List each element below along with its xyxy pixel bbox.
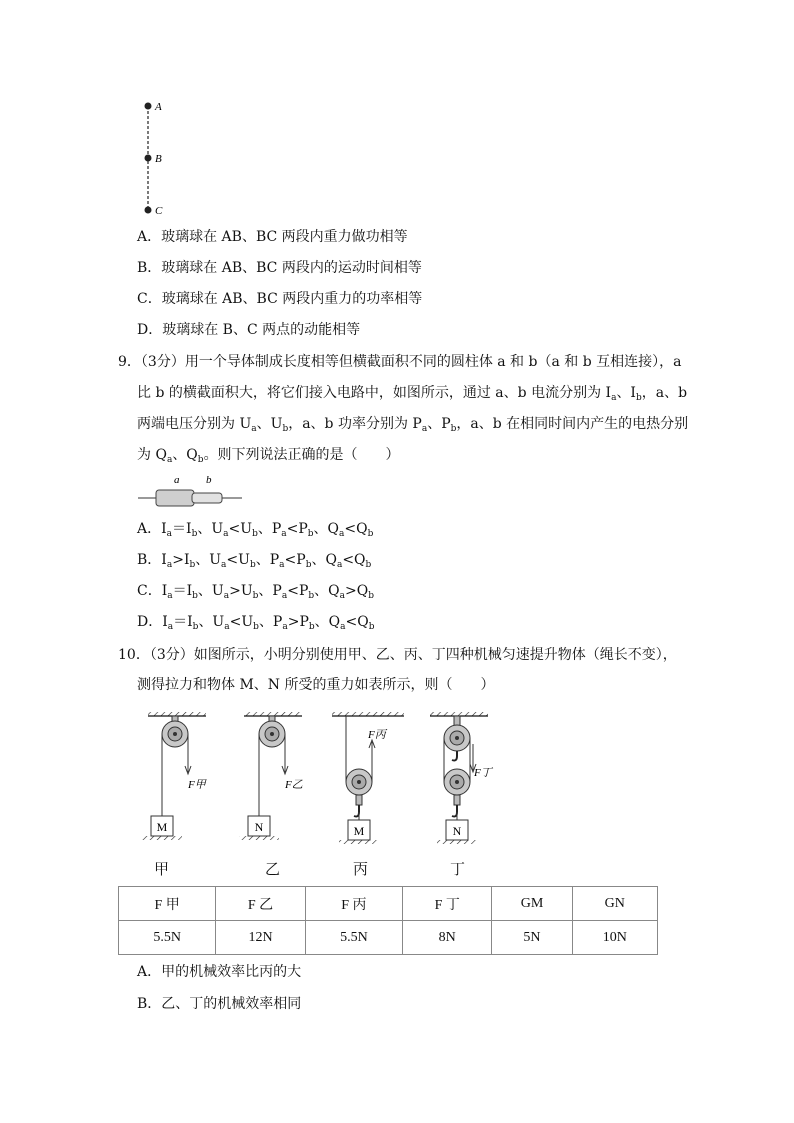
q10-stem-line-2: 测得拉力和物体 M、N 所受的重力如表所示，则（ ） <box>137 677 495 693</box>
pulley-ding <box>430 712 494 844</box>
pulley-bing <box>332 712 404 844</box>
force-bing-label: F丙 <box>368 729 386 741</box>
figure-name-ding: 丁 <box>450 860 466 878</box>
table-cell: 8N <box>403 921 492 955</box>
force-yi-label: F乙 <box>285 779 303 791</box>
q9-option-c: C．$I_a=I_b$、$U_a>U_b$、$P_a<P_b$、$Q_a>Q_b$ <box>137 583 374 601</box>
table-header-cell: F 丙 <box>305 887 402 921</box>
q9-stem-line-4: 为 $Q_a$、$Q_b$。则下列说法正确的是（ ） <box>137 447 400 465</box>
q9-option-a: A．$I_a=I_b$、$U_a<U_b$、$P_a<P_b$、$Q_a<Q_b$ <box>137 521 374 539</box>
mass-m2-label: M <box>353 824 365 838</box>
mass-n2-label: N <box>452 824 462 838</box>
table-cell: 5.5N <box>305 921 402 955</box>
figure-name-bing: 丙 <box>353 860 369 878</box>
q8-option-b: B．玻璃球在 AB、BC 两段内的运动时间相等 <box>137 260 422 276</box>
mass-n-label: N <box>254 820 264 834</box>
conductor-label-a: a <box>174 474 180 486</box>
table-cell: 12N <box>216 921 305 955</box>
force-jia-label: F甲 <box>188 779 206 791</box>
table-header-cell: F 甲 <box>119 887 216 921</box>
table-cell: 10N <box>572 921 657 955</box>
q8-option-c: C．玻璃球在 AB、BC 两段内重力的功率相等 <box>137 291 423 307</box>
table-header-cell: F 丁 <box>403 887 492 921</box>
ball-b-icon <box>145 155 152 162</box>
force-ding-label: F丁 <box>474 767 492 779</box>
table-row <box>119 921 658 955</box>
q9-stem-line-1: 9．（3分）用一个导体制成长度相等但横截面积不同的圆柱体 a 和 b（a 和 b 互相连接），a <box>118 354 682 370</box>
pulley-jia <box>142 712 208 840</box>
ball-a-icon <box>145 103 152 110</box>
figure-name-jia: 甲 <box>154 860 170 878</box>
table-header-cell: GM <box>492 887 572 921</box>
label-c: C <box>155 205 163 217</box>
conductor-figure <box>136 472 246 512</box>
mass-m-label: M <box>156 820 168 834</box>
conductor-label-b: b <box>206 474 212 486</box>
q9-option-d: D．$I_a=I_b$、$U_a<U_b$、$P_a>P_b$、$Q_a<Q_b$ <box>137 614 375 632</box>
pulley-yi <box>239 712 303 840</box>
q9-stem-line-2: 比 b 的横截面积大，将它们接入电路中，如图所示，通过 a、b 电流分别为 $I_a$、$I_b$，a、b <box>137 385 688 403</box>
table-cell: 5N <box>492 921 572 955</box>
figure-name-yi: 乙 <box>265 860 281 878</box>
q10-option-b: B．乙、丁的机械效率相同 <box>137 996 302 1012</box>
table-header-cell: GN <box>572 887 657 921</box>
q9-stem-line-3: 两端电压分别为 $U_a$、$U_b$，a、b 功率分别为 $P_a$、$P_b$，a、b 在相同时间内产生的电热分别 <box>137 416 689 434</box>
pulley-figures <box>130 704 510 854</box>
label-a: A <box>155 101 162 113</box>
q10-option-a: A．甲的机械效率比丙的大 <box>137 964 302 980</box>
table-header-cell: F 乙 <box>216 887 305 921</box>
falling-ball-figure <box>138 96 178 220</box>
table-cell: 5.5N <box>119 921 216 955</box>
table-header-row <box>119 887 658 921</box>
force-weight-table <box>118 886 658 955</box>
label-b: B <box>155 153 162 165</box>
q10-stem-line-1: 10．（3分）如图所示，小明分别使用甲、乙、丙、丁四种机械匀速提升物体（绳长不变）， <box>118 647 677 663</box>
q8-option-a: A．玻璃球在 AB、BC 两段内重力做功相等 <box>137 229 408 245</box>
q9-option-b: B．$I_a>I_b$、$U_a<U_b$、$P_a<P_b$、$Q_a<Q_b$ <box>137 552 372 570</box>
q8-option-d: D．玻璃球在 B、C 两点的动能相等 <box>137 322 361 338</box>
ball-c-icon <box>145 207 152 214</box>
